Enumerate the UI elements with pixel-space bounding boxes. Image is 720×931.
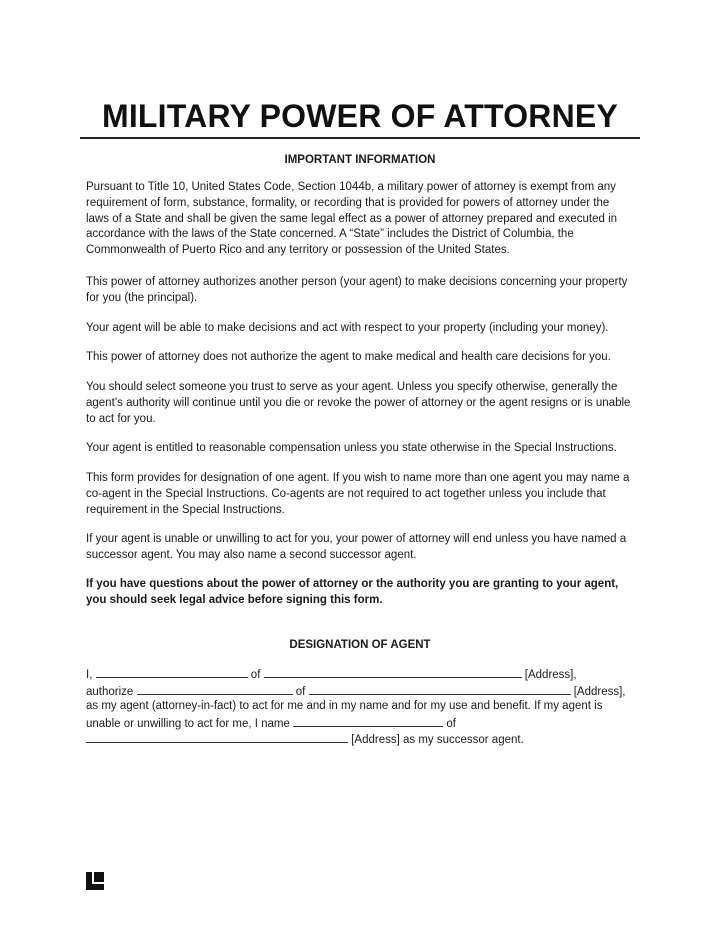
form-line-agent-role (86, 699, 634, 715)
paragraph-decisions: Your agent will be able to make decisions and act with respect to your property (including your money). (86, 322, 609, 334)
form-text-agent-role: as my agent (attorney-in-fact) to act for me and in my name and for my use and benefit. If my agent is (86, 700, 603, 712)
principal-address-field[interactable] (264, 666, 522, 678)
form-text-of: of (446, 718, 456, 730)
paragraph-legal-advice: If you have questions about the power of attorney or the authority you are granting to your agent, you should seek legal advice before signing this form. (86, 578, 619, 606)
successor-address-field[interactable] (86, 731, 348, 743)
form-text-i: I, (86, 669, 93, 681)
form-line-principal (86, 666, 634, 684)
successor-name-field[interactable] (293, 715, 443, 727)
form-text-authorize: authorize (86, 686, 134, 698)
important-info-heading: IMPORTANT INFORMATION (284, 154, 436, 166)
principal-name-field[interactable] (96, 666, 248, 678)
form-text-address: [Address], (573, 686, 626, 698)
paragraph-title10: Pursuant to Title 10, United States Code, Section 1044b, a military power of attorney is exempt from any requirement of form, substance, formality, or recording that is provided for powers of attorney under the laws of a State and shall be given the same legal effect as a power of attorney prepared and executed in accordance with the laws of the State concerned. A “State” includes the District of Columbia, the Commonwealth of Puerto Rico and any territory or possession of the United States. (86, 181, 618, 257)
paragraph-select-agent: You should select someone you trust to serve as your agent. Unless you specify otherwise, generally the agent’s authority will continue until you die or revoke the power of attorney or the agent resigns or is unable to act for you. (86, 381, 631, 425)
form-text-successor-tail: [Address] as my successor agent. (351, 734, 524, 746)
document-logo-icon (86, 872, 104, 890)
form-text-unable: unable or unwilling to act for me, I name (86, 718, 290, 730)
paragraph-co-agent: This form provides for designation of one agent. If you wish to name more than one agent you may name a co-agent in the Special Instructions. Co-agents are not required to act together unless you include that requirement in the Special Instructions. (86, 472, 630, 516)
title-divider (80, 137, 640, 139)
agent-name-field[interactable] (137, 683, 293, 695)
designation-heading: DESIGNATION OF AGENT (289, 639, 431, 651)
paragraph-compensation: Your agent is entitled to reasonable compensation unless you state otherwise in the Special Instructions. (86, 442, 617, 454)
agent-address-field[interactable] (309, 683, 571, 695)
form-text-of: of (250, 669, 261, 681)
paragraph-successor: If your agent is unable or unwilling to act for you, your power of attorney will end unless you have named a successor agent. You may also name a second successor agent. (86, 533, 627, 561)
form-line-successor-address (86, 731, 634, 749)
form-text-of: of (295, 686, 306, 698)
paragraph-medical: This power of attorney does not authorize the agent to make medical and health care decisions for you. (86, 351, 611, 363)
page-title: MILITARY POWER OF ATTORNEY (101, 98, 618, 134)
form-text-address: [Address], (524, 669, 577, 681)
paragraph-authorizes: This power of attorney authorizes another person (your agent) to make decisions concerning your property for you (the principal). (86, 276, 628, 304)
